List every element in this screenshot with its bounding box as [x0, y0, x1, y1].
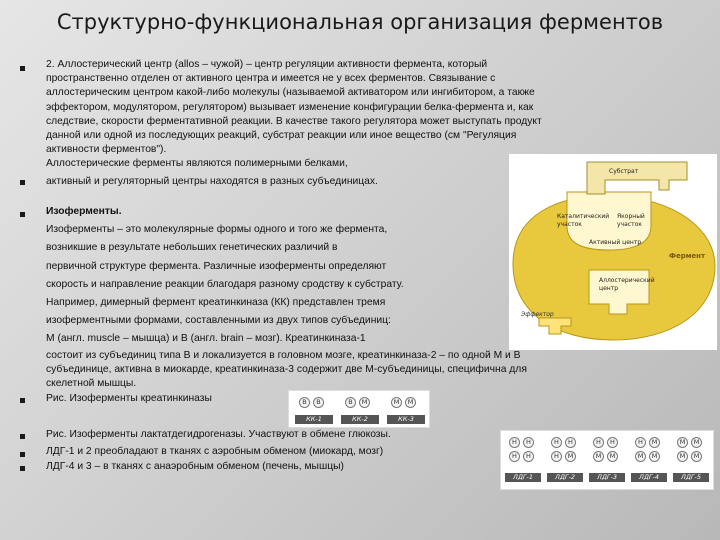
ldg-isoform-label: ЛДГ-2	[547, 473, 583, 482]
kk-caption: Рис. Изоферменты креатинкиназы	[46, 393, 212, 404]
text-line: активности ферментов").	[46, 144, 167, 156]
text-line: субъединице, активна в миокарде, креатинкиназа-3 содержит две М-субъединицы, специфична для	[46, 363, 527, 375]
effector-label: Эффектор	[521, 311, 554, 318]
ldg-subunit: H	[635, 437, 646, 448]
anchor-site-label: участок	[617, 221, 642, 228]
ldg-caption: Рис. Изоферменты лактатдегидрогеназы. Участвуют в обмене глюкозы.	[46, 429, 391, 440]
enzyme-diagram	[509, 154, 717, 350]
isoenzymes-paragraph	[46, 205, 527, 391]
bullet-4	[20, 398, 25, 403]
allosteric-center-label: Аллостерический	[599, 277, 655, 284]
kk-subunit: B	[345, 397, 356, 408]
ldg-subunit: M	[691, 437, 702, 448]
kk-isoform-label: КК-1	[295, 415, 333, 424]
ldg-subunit: M	[649, 451, 660, 462]
ldg-subunit: H	[551, 437, 562, 448]
anchor-site-label: Якорный	[617, 213, 645, 220]
ldg-subunit: M	[607, 451, 618, 462]
page-title: Структурно-функциональная организация ферментов	[56, 10, 664, 34]
ldg-subunit: H	[551, 451, 562, 462]
ldg-subunit: M	[649, 437, 660, 448]
kk-subunit: M	[359, 397, 370, 408]
ldg-subunit: M	[593, 451, 604, 462]
text-line: состоит из субъединиц типа В и локализуется в головном мозге, креатинкиназа-2 – по одной М и В	[46, 349, 521, 361]
text-line: активный и регуляторный центры находятся в разных субъединицах.	[46, 176, 378, 188]
kk-subunit: B	[313, 397, 324, 408]
substrate-shape	[587, 162, 687, 194]
ldg-subunit: M	[635, 451, 646, 462]
bullet-1	[20, 66, 25, 71]
ldg-subunit: M	[677, 451, 688, 462]
kk-isoform-label: КК-2	[341, 415, 379, 424]
ldg-subunit: H	[593, 437, 604, 448]
kk-subunit: M	[405, 397, 416, 408]
bullet-3	[20, 212, 25, 217]
ldg-isoenzymes-figure	[500, 430, 714, 490]
text-line: Например, димерный фермент креатинкиназа (КК) представлен тремя	[46, 297, 386, 309]
allosteric-center-label: центр	[599, 285, 619, 292]
text-line: возникшие в результате небольших генетических различий в	[46, 242, 338, 254]
ldg-isoform-label: ЛДГ-1	[505, 473, 541, 482]
ldg-subunit: H	[607, 437, 618, 448]
catalytic-site-label: участок	[557, 221, 582, 228]
text-line: первичной структуре фермента. Различные изоферменты определяют	[46, 260, 387, 272]
catalytic-site-label: Каталитический	[557, 213, 610, 220]
text-line: пространственно отделен от активного центра и имеется не у всех ферментов. Связывание с	[46, 73, 496, 85]
bullet-7	[20, 466, 25, 471]
ldg-subunit: H	[523, 437, 534, 448]
enzyme-diagram-svg	[509, 154, 717, 350]
active-center-label: Активный центр	[589, 239, 642, 246]
kk-isoform-label: КК-3	[387, 415, 425, 424]
text-line: скорость и направление реакции благодаря разному сродству к субстрату.	[46, 278, 404, 290]
kk-subunit: B	[299, 397, 310, 408]
ldg-isoform-label: ЛДГ-5	[673, 473, 709, 482]
ldg-subunit: H	[509, 451, 520, 462]
bullet-6	[20, 452, 25, 457]
text-line: изоферментными формами, составленными из двух типов субъединиц:	[46, 315, 391, 327]
text-line: данной или одной из последующих реакций, субстрат реакции или иное вещество (см "Регуляция	[46, 130, 517, 142]
ldg-subunit: H	[565, 437, 576, 448]
text-line: Аллостерические ферменты являются полимерными белками,	[46, 158, 348, 169]
enzyme-label: Фермент	[669, 252, 706, 260]
ldg-subunit: H	[523, 451, 534, 462]
allosteric-center-paragraph	[46, 58, 542, 157]
text-line: аллостерическим центром какой-либо молекулы (называемой активатором или ингибитором, а также	[46, 87, 535, 99]
ldg-subunit: M	[565, 451, 576, 462]
text-line: М (англ. muscle – мышца) и В (англ. brain – мозг). Креатинкиназа-1	[46, 333, 366, 345]
ldg-subunit: M	[677, 437, 688, 448]
text-line: эффектором, модулятором, регулятором) вызывает изменение конфигурации белка-фермента и, как	[46, 101, 534, 113]
kk-subunit: M	[391, 397, 402, 408]
text-line: 2. Аллостерический центр (allos – чужой) – центр регуляции активности фермента, который	[46, 59, 488, 70]
ldg-anaerobic-text: ЛДГ-4 и 3 – в тканях с анаэробным обменом (печень, мышцы)	[46, 461, 344, 472]
kk-isoenzymes-figure	[288, 390, 430, 428]
bullet-5	[20, 434, 25, 439]
ldg-isoform-label: ЛДГ-3	[589, 473, 625, 482]
ldg-subunit: H	[509, 437, 520, 448]
ldg-aerobic-text: ЛДГ-1 и 2 преобладают в тканях с аэробным обменом (миокард, мозг)	[46, 446, 384, 457]
isoenzymes-heading: Изоферменты.	[46, 206, 122, 217]
text-line: следствие, скорости ферментативной реакции. В качестве такого регулятора может выступать продукт	[46, 115, 542, 127]
allosteric-enzymes-paragraph	[46, 157, 378, 189]
bullet-2	[20, 180, 25, 185]
ldg-isoform-label: ЛДГ-4	[631, 473, 667, 482]
text-line: Изоферменты – это молекулярные формы одного и того же фермента,	[46, 224, 388, 236]
text-line: скелетной мышцы.	[46, 378, 137, 390]
substrate-label: Субстрат	[609, 168, 639, 175]
ldg-subunit: M	[691, 451, 702, 462]
